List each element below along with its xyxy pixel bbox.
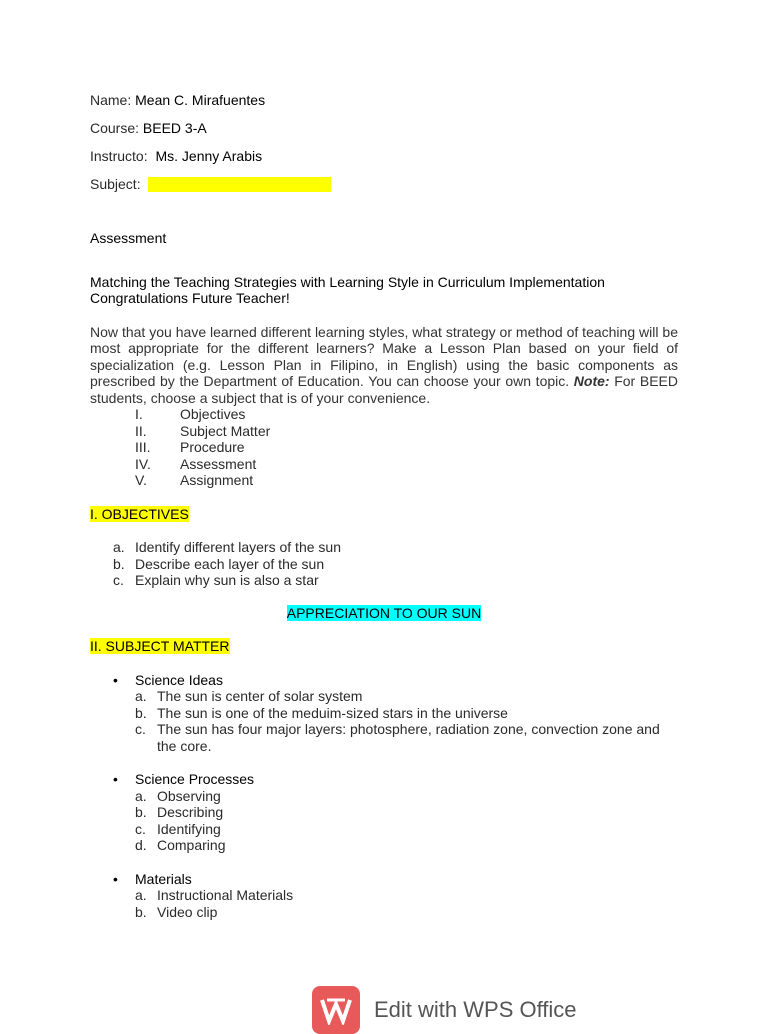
note-label: Note: (573, 373, 610, 389)
course-field (90, 120, 678, 148)
list-item: II. Subject Matter (135, 422, 271, 439)
matching-title-line1: Matching the Teaching Strategies with Learning Style in Curriculum Implementation (90, 273, 605, 290)
lesson-components-list (90, 406, 678, 489)
subject-field (90, 176, 678, 204)
list-item: IV. Assessment (135, 455, 257, 472)
science-processes-title: Science Processes (135, 771, 255, 787)
materials-heading (90, 871, 678, 888)
assessment-title: Assessment (90, 230, 167, 246)
science-ideas-heading (90, 672, 678, 689)
edit-with-wps-button[interactable] (312, 986, 577, 1034)
instructions-text-1: Now that you have learned different learning styles, what strategy or method of teaching will be most appropriate for the different learners? Make a Lesson Plan based on your field of specialization (e.g. Lesson Plan in Filipino, in English) using the basic components as prescribed by the Department of Education. You can choose your own topic. (90, 323, 678, 389)
list-item: a. Observing (135, 787, 221, 804)
instructor-label: Instructo: (90, 148, 148, 164)
science-ideas-title: Science Ideas (135, 671, 223, 688)
list-item: a. Instructional Materials (135, 887, 294, 903)
bullet-icon: • (113, 671, 118, 688)
instructions-text-2: For BEED students, choose a subject that is of your convenience. (90, 373, 678, 406)
course-value: BEED 3-A (142, 120, 207, 136)
bullet-icon: • (113, 771, 118, 787)
science-ideas-list (135, 688, 678, 754)
subject-matter-heading: II. SUBJECT MATTER (90, 638, 230, 654)
list-item: b. The sun is one of the meduim-sized stars in the universe (135, 704, 508, 721)
edit-with-wps-label: Edit with WPS Office (374, 997, 577, 1022)
list-item: c. The sun has four major layers: photosphere, radiation zone, convection zone and the core. (135, 721, 660, 754)
list-item: a. Identify different layers of the sun (113, 539, 341, 555)
list-item: c. Explain why sun is also a star (113, 572, 319, 588)
instructions-paragraph (90, 324, 678, 407)
list-item: d. Comparing (135, 837, 226, 853)
name-value: Mean C. Mirafuentes (135, 92, 266, 108)
materials-title: Materials (135, 870, 192, 887)
subject-label: Subject: (90, 176, 141, 192)
name-field (90, 92, 678, 120)
objectives-list (113, 539, 678, 589)
list-item: b. Describing (135, 804, 224, 820)
science-processes-list (135, 788, 678, 854)
bullet-icon: • (113, 870, 118, 887)
instructor-value: Ms. Jenny Arabis (155, 148, 263, 164)
document-page (90, 92, 678, 920)
subject-value-highlight (148, 177, 331, 192)
course-label: Course: (90, 120, 140, 136)
list-item: III. Procedure (135, 439, 245, 455)
materials-list (135, 887, 678, 920)
list-item: c. Identifying (135, 820, 221, 837)
objectives-heading: I. OBJECTIVES (90, 505, 189, 522)
list-item: b. Video clip (135, 903, 218, 920)
list-item: a. The sun is center of solar system (135, 688, 363, 704)
list-item: V. Assignment (135, 472, 254, 488)
list-item: b. Describe each layer of the sun (113, 555, 325, 572)
matching-title-line2: Congratulations Future Teacher! (90, 290, 290, 306)
science-processes-heading (90, 771, 678, 788)
wps-logo-icon (312, 986, 360, 1034)
name-label: Name: (90, 92, 132, 108)
instructor-field (90, 148, 678, 176)
lesson-title: APPRECIATION TO OUR SUN (286, 604, 482, 621)
list-item: I. Objectives (135, 406, 246, 422)
